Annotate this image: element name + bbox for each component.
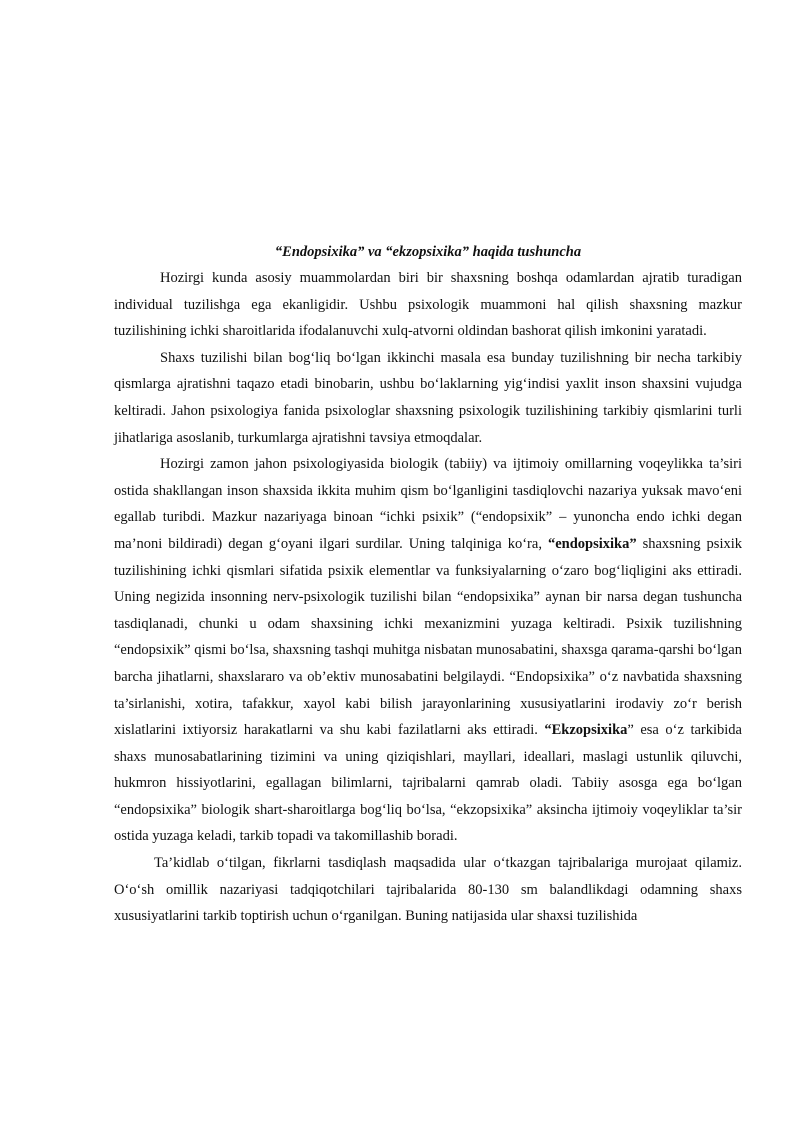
paragraph-3-text-a: Hozirgi zamon jahon psixologiyasida biologik (tabiiy) va ijtimoiy omillarning voqeylikka ta’siri ostida shakllangan inson shaxsida ikkita muhim qism bo‘lganligini tasdiqlovchi nazariya yuksak mavo‘eni egallab turibdi. Mazkur nazariyaga binoan “ichki psixik” (“endopsixik” – yunoncha endo ichki degan ma’noni bildiradi) degan g‘oyani ilgari surdilar. Uning talqiniga ko‘ra, [114,456,742,552]
paragraph-3-text-c: shaxsning psixik tuzilishining ichki qismlari sifatida psixik elementlar va funksiyalarning o‘zaro bog‘liqligini aks ettiradi. Uning negizida insonning nerv-psixologik tuzilishi bilan “endopsixika” aynan bir narsa degan tushuncha tasdiqlanadi, chunki u odam shaxsining ichki mexanizmini yuzaga keltiradi. Psixik tuzilishning “endopsixik” qismi bo‘lsa, shaxsning tashqi muhitga nisbatan munosabatini, shaxsga qarama-qarshi bo‘lgan barcha jihatlarni, shaxslararo va ob’ektiv munosabatini belgilaydi. “Endopsixika” o‘z navbatida shaxsning ta’sirlanishi, xotira, tafakkur, xayol kabi bilish jarayonlarining xususiyatlarini irodaviy zo‘r berish xislatlarini ixtiyorsiz harakatlarni va shu kabi fazilatlarni aks ettiradi. [114,535,743,739]
paragraph-2: Shaxs tuzilishi bilan bog‘liq bo‘lgan ikkinchi masala esa bunday tuzilishning bir necha tarkibiy qismlarga ajratishni taqazo etadi binobarin, ushbu bo‘laklarning yig‘indisi yaxlit inson shaxsini vujudga keltiradi. Jahon psixologiya fanida psixologlar shaxsning psixologik tuzilishining tarkibiy qismlarini turli jihatlariga asoslanib, turkumlarga ajratishni tavsiya etmoqdalar. [114,349,742,446]
paragraph-3-text-e: ” esa o‘z tarkibida shaxs munosabatlarining tizimini va uning qiziqishlari, mayllari, ideallari, maslagi ustunlik qiluvchi, hukmron hissiyotlarini, egallagan bilimlarni, tajribalarni qamrab oladi. Tabiiy asosga ega bo‘lgan “endopsixika” biologik shart-sharoitlarga bog‘liq bo‘lsa, “ekzopsixika” aksincha ijtimoiy voqeyliklar ta’sir ostida yuzaga keladi, tarkib topadi va takomillashib boradi. [114,722,742,845]
term-ekzopsixika: “Ekzopsixika [544,722,628,739]
document-title: “Endopsixika” va “ekzopsixika” haqida tushuncha [274,244,582,260]
paragraph-3 [114,451,742,850]
document-body [114,239,742,930]
paragraph-4: Ta’kidlab o‘tilgan, fikrlarni tasdiqlash maqsadida ular o‘tkazgan tajribalariga murojaat qilamiz. O‘o‘sh omillik nazariyasi tadqiqotchilari tajribalarida 80-130 sm balandlikdagi odamning shaxs xususiyatlarini tarkib toptirish uchun o‘rganilgan. Buning natijasida ular shaxsi tuzilishida [114,855,742,925]
term-endopsixika: “endopsixika” [547,535,637,552]
paragraph-1: Hozirgi kunda asosiy muammolardan biri bir shaxsning boshqa odamlardan ajratib turadigan individual tuzilishga ega ekanligidir. Ushbu psixologik muammoni hal qilish shaxsning mazkur tuzilishining ichki sharoitlarida ifodalanuvchi xulq-atvorni oldindan bashorat qilish imkonini yaratadi. [114,270,742,340]
